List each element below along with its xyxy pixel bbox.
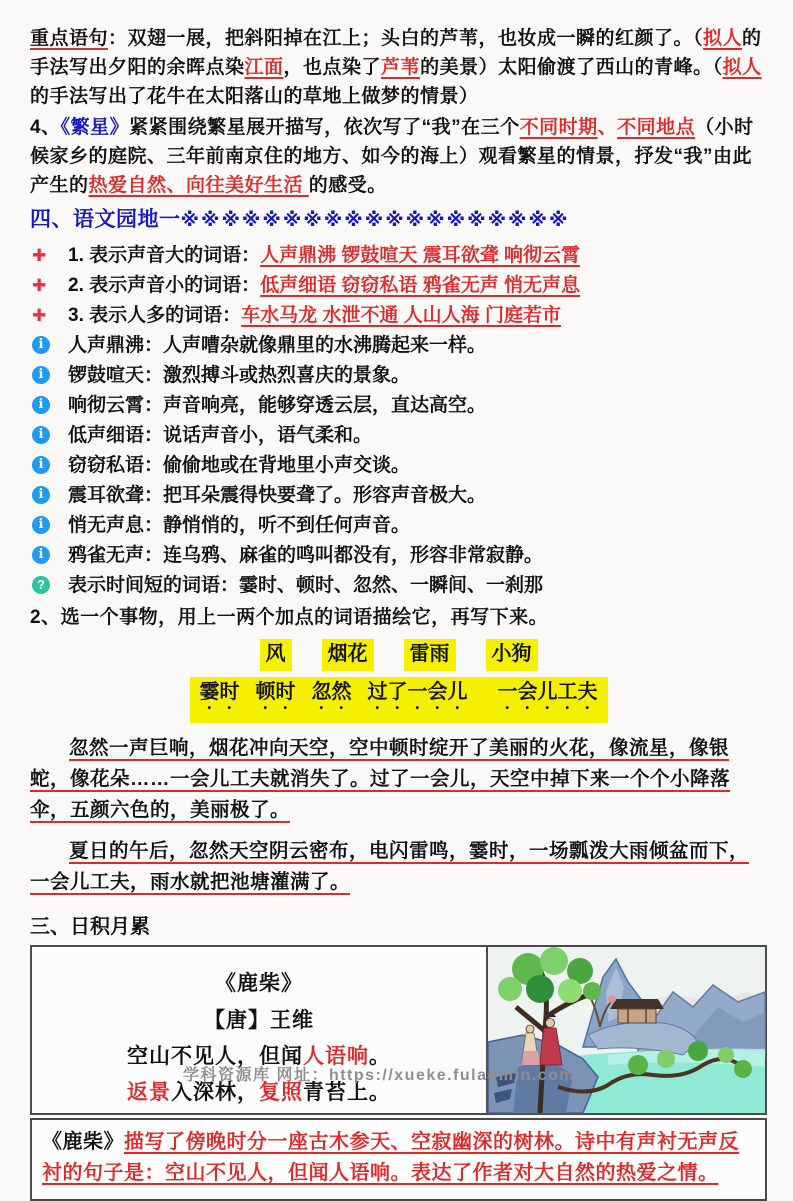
word-group-row-quiet	[30, 271, 767, 301]
annotated-word: 返景	[127, 1081, 171, 1104]
poem	[32, 947, 486, 1113]
info-icon: i	[32, 456, 50, 474]
info-icon: i	[32, 396, 50, 414]
dotted-word: 顿时	[255, 681, 296, 703]
dotted-word: 忽然	[311, 681, 352, 703]
definition-row	[30, 541, 767, 571]
info-icon: i	[32, 336, 50, 354]
key-sentences-paragraph	[30, 24, 767, 111]
definition-text: 鸦雀无声：连乌鸦、麻雀的鸣叫都没有，形容非常寂静。	[68, 545, 544, 566]
things-word-bank	[30, 639, 767, 671]
info-icon: i	[32, 486, 50, 504]
term-different-period: 不同时期	[519, 117, 598, 138]
text-run: 紧紧围绕繁星展开描写，依次写了“我”在三个	[129, 117, 520, 138]
definition-text: 锣鼓喧天：激烈搏斗或热烈喜庆的景象。	[68, 365, 411, 386]
term-jiangmian: 江面	[244, 57, 284, 78]
definition-row	[30, 331, 767, 361]
definition-row	[30, 421, 767, 451]
text-run: ，也点染了	[283, 57, 382, 78]
annotated-word: 复照	[259, 1081, 303, 1104]
dotted-word: 过了一会儿	[367, 681, 468, 703]
definition-text: 震耳欲聋：把耳朵震得快要聋了。形容声音极大。	[68, 485, 487, 506]
definition-row	[30, 391, 767, 421]
time-word-bank	[30, 677, 767, 723]
fanxing-paragraph	[30, 113, 767, 200]
note-poem-title: 《鹿柴》	[42, 1131, 124, 1153]
task2-line: 2、选一个事物，用上一两个加点的词语描绘它，再写下来。	[30, 607, 549, 628]
landscape-painting-image	[486, 947, 765, 1113]
poem-box	[30, 945, 767, 1115]
definition-text: 响彻云霄：声音响亮，能够穿透云层，直达高空。	[68, 395, 487, 416]
question-icon: ?	[32, 576, 50, 594]
word-group-words: 车水马龙 水泄不通 人山人海 门庭若市	[241, 305, 561, 326]
watermark-text: 学科资源库 网址：https://xueke.fuladmin.com	[183, 1067, 576, 1084]
highlighted-word: 烟花	[322, 639, 374, 671]
section-heading-garden	[30, 206, 767, 235]
text-run: 青苔上。	[303, 1081, 391, 1104]
text-run: 的感受。	[308, 175, 387, 196]
section-title: 四、语文园地一	[30, 208, 181, 231]
cross-bullet-icon: ✚	[32, 306, 47, 325]
cross-bullet-icon: ✚	[32, 246, 47, 265]
definition-row	[30, 511, 767, 541]
info-icon: i	[32, 426, 50, 444]
info-icon: i	[32, 366, 50, 384]
dotted-word: 霎时	[199, 681, 240, 703]
example-paragraph-fireworks: 忽然一声巨响，烟花冲向天空，空中顿时绽开了美丽的火花，像流星，像银蛇，像花朵……一会儿工夫就消失了。过了一会儿，天空中掉下来一个个小降落伞，五颜六色的，美丽极了。	[30, 737, 731, 821]
text-run: ：双翅一展，把斜阳掉在江上；头白的芦苇，也妆成一瞬的红颜了。（	[108, 28, 704, 49]
text-run: （小时候家乡的庭院、三年前南京住的地方、如今的海上）观看繁星的情景，抒发“我”由此产生的	[30, 117, 754, 196]
term-niren-2: 拟人	[722, 57, 762, 78]
highlighted-word: 小狗	[486, 639, 538, 671]
item-number: 4、	[30, 117, 61, 138]
book-title-fanxing: 《繁星》	[60, 117, 130, 138]
info-icon: i	[32, 516, 50, 534]
separator: 、	[597, 117, 618, 138]
word-group-words: 人声鼎沸 锣鼓喧天 震耳欲聋 响彻云霄	[260, 245, 580, 266]
dotted-word: 一会儿工夫	[497, 681, 598, 703]
section-heading-accumulation: 三、日积月累	[30, 916, 150, 938]
word-group-row-loud	[30, 241, 767, 271]
definition-text: 窃窃私语：偷偷地或在背地里小声交谈。	[68, 455, 411, 476]
definition-text: 低声细语：说话声音小，语气柔和。	[68, 425, 373, 446]
term-luwei: 芦苇	[381, 57, 421, 78]
text-run: 入深林，	[171, 1081, 259, 1104]
decorative-stars: ※※※※※※※※※※※※※※※※※※※	[180, 210, 570, 231]
text-run: 的手法写出夕阳的余晖点染	[30, 28, 762, 78]
poem-note-box	[30, 1118, 767, 1201]
time-words-row	[30, 571, 767, 601]
text-run: 。	[369, 1045, 391, 1068]
time-words-text: 表示时间短的词语：霎时、顿时、忽然、一瞬间、一刹那	[68, 575, 544, 596]
info-icon: i	[32, 546, 50, 564]
word-group-label: 1. 表示声音大的词语：	[68, 245, 261, 266]
example-paragraph-rain: 夏日的午后，忽然天空阴云密布，电闪雷鸣，霎时，一场瓢泼大雨倾盆而下，一会儿工夫，雨水就把池塘灌满了。	[30, 840, 750, 893]
word-group-label: 2. 表示声音小的词语：	[68, 275, 261, 296]
term-different-place: 不同地点	[617, 117, 696, 138]
highlighted-word: 风	[260, 639, 292, 671]
term-niren-1: 拟人	[703, 28, 743, 49]
highlighted-word: 雷雨	[404, 639, 456, 671]
annotated-word: 人语响	[303, 1045, 369, 1068]
word-group-label: 3. 表示人多的词语：	[68, 305, 242, 326]
definition-text: 人声鼎沸：人声嘈杂就像鼎里的水沸腾起来一样。	[68, 335, 487, 356]
note-body: 描写了傍晚时分一座古木参天、空寂幽深的树林。诗中有声衬无声反衬的句子是：空山不见人，但闻人语响。表达了作者对大自然的热爱之情。	[42, 1131, 739, 1184]
key-sentences-label: 重点语句	[30, 28, 109, 49]
text-run: 的美景）太阳偷渡了西山的青峰。（	[420, 57, 723, 78]
term-love-nature: 热爱自然、向往美好生活	[88, 175, 309, 196]
poem-author: 【唐】王维	[204, 1009, 314, 1032]
text-run: 的手法写出了花牛在太阳落山的草地上做梦的情景）	[30, 86, 479, 107]
text-run: 空山不见人，但闻	[127, 1045, 303, 1068]
highlighted-time-words	[190, 677, 608, 723]
word-group-row-crowded	[30, 301, 767, 331]
definition-row	[30, 451, 767, 481]
definition-row	[30, 361, 767, 391]
definition-text: 悄无声息：静悄悄的，听不到任何声音。	[68, 515, 411, 536]
word-group-words: 低声细语 窃窃私语 鸦雀无声 悄无声息	[260, 275, 580, 296]
cross-bullet-icon: ✚	[32, 276, 47, 295]
poem-title: 《鹿柴》	[215, 972, 303, 995]
definition-row	[30, 481, 767, 511]
